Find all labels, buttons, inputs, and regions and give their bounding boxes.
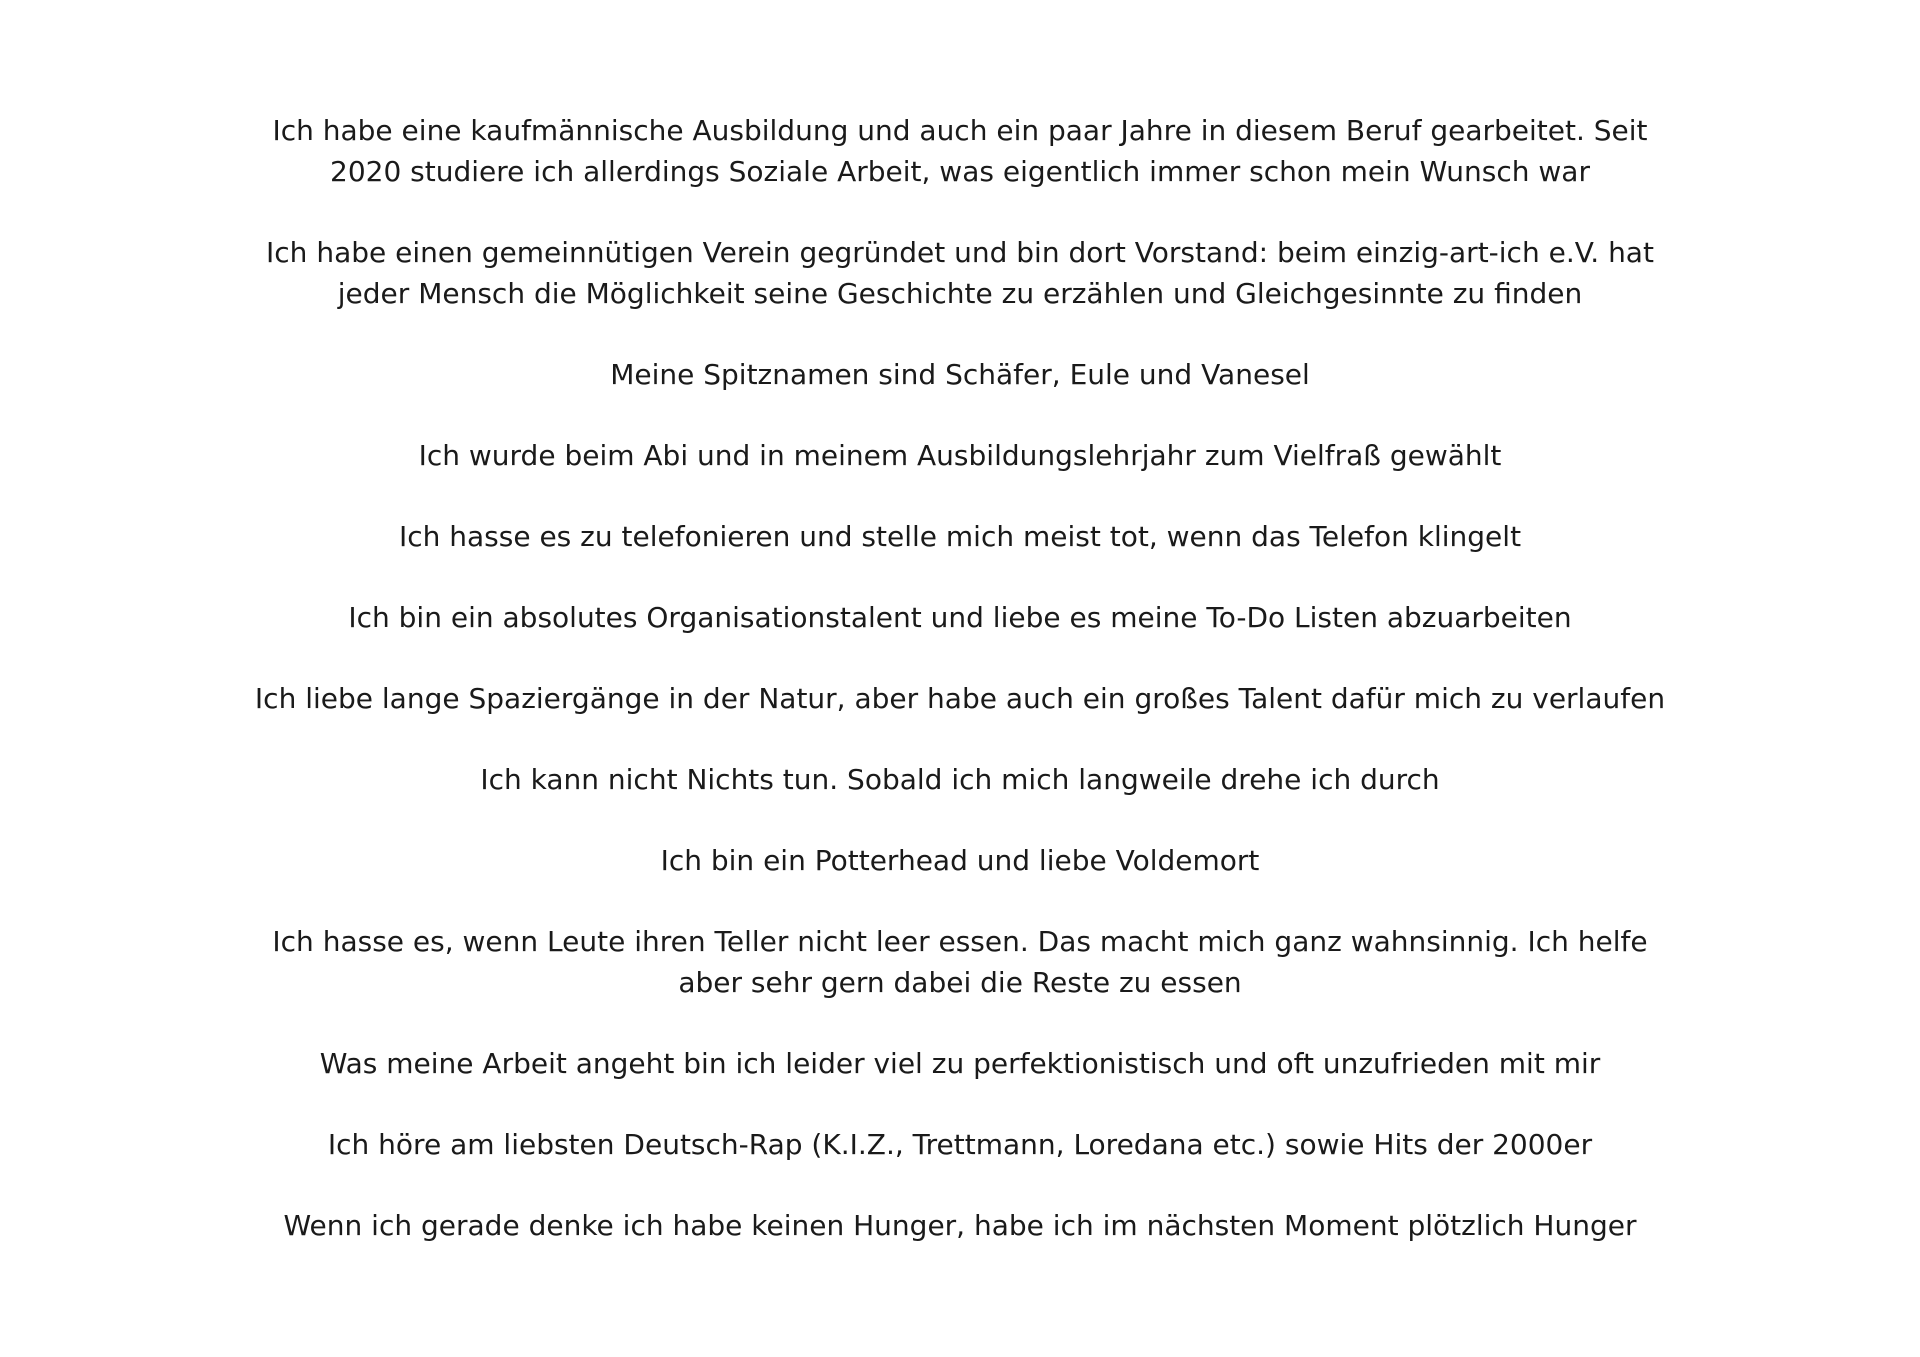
fact-paragraph: Wenn ich gerade denke ich habe keinen Hunger, habe ich im nächsten Moment plötzlich Hunger bbox=[283, 1209, 1637, 1242]
fact-paragraph: Ich liebe lange Spaziergänge in der Natur, aber habe auch ein großes Talent dafür mich zu verlaufen bbox=[254, 682, 1666, 715]
fact-paragraph: Ich bin ein Potterhead und liebe Voldemort bbox=[660, 844, 1260, 877]
fact-paragraph: Ich bin ein absolutes Organisationstalent und liebe es meine To-Do Listen abzuarbeiten bbox=[348, 601, 1572, 634]
fact-list bbox=[240, 110, 1680, 1246]
fact-paragraph: Ich hasse es, wenn Leute ihren Teller nicht leer essen. Das macht mich ganz wahnsinnig. Ich helfe aber sehr gern dabei die Reste zu essen bbox=[272, 925, 1648, 999]
fact-paragraph: Ich höre am liebsten Deutsch-Rap (K.I.Z., Trettmann, Loredana etc.) sowie Hits der 2000er bbox=[327, 1128, 1593, 1161]
fact-paragraph: Ich habe eine kaufmännische Ausbildung und auch ein paar Jahre in diesem Beruf gearbeitet. Seit 2020 studiere ich allerdings Soziale Arbeit, was eigentlich immer schon mein Wunsch war bbox=[272, 114, 1648, 188]
fact-paragraph: Ich hasse es zu telefonieren und stelle mich meist tot, wenn das Telefon klingelt bbox=[398, 520, 1522, 553]
fact-paragraph: Was meine Arbeit angeht bin ich leider viel zu perfektionistisch und oft unzufrieden mit mir bbox=[319, 1047, 1601, 1080]
fact-paragraph: Meine Spitznamen sind Schäfer, Eule und Vanesel bbox=[610, 358, 1310, 391]
fact-paragraph: Ich wurde beim Abi und in meinem Ausbildungslehrjahr zum Vielfraß gewählt bbox=[418, 439, 1502, 472]
fact-paragraph: Ich habe einen gemeinnütigen Verein gegründet und bin dort Vorstand: beim einzig-art-ich e.V. hat jeder Mensch die Möglichkeit seine Geschichte zu erzählen und Gleichgesinnte zu finden bbox=[266, 236, 1654, 310]
fact-paragraph: Ich kann nicht Nichts tun. Sobald ich mich langweile drehe ich durch bbox=[480, 763, 1440, 796]
